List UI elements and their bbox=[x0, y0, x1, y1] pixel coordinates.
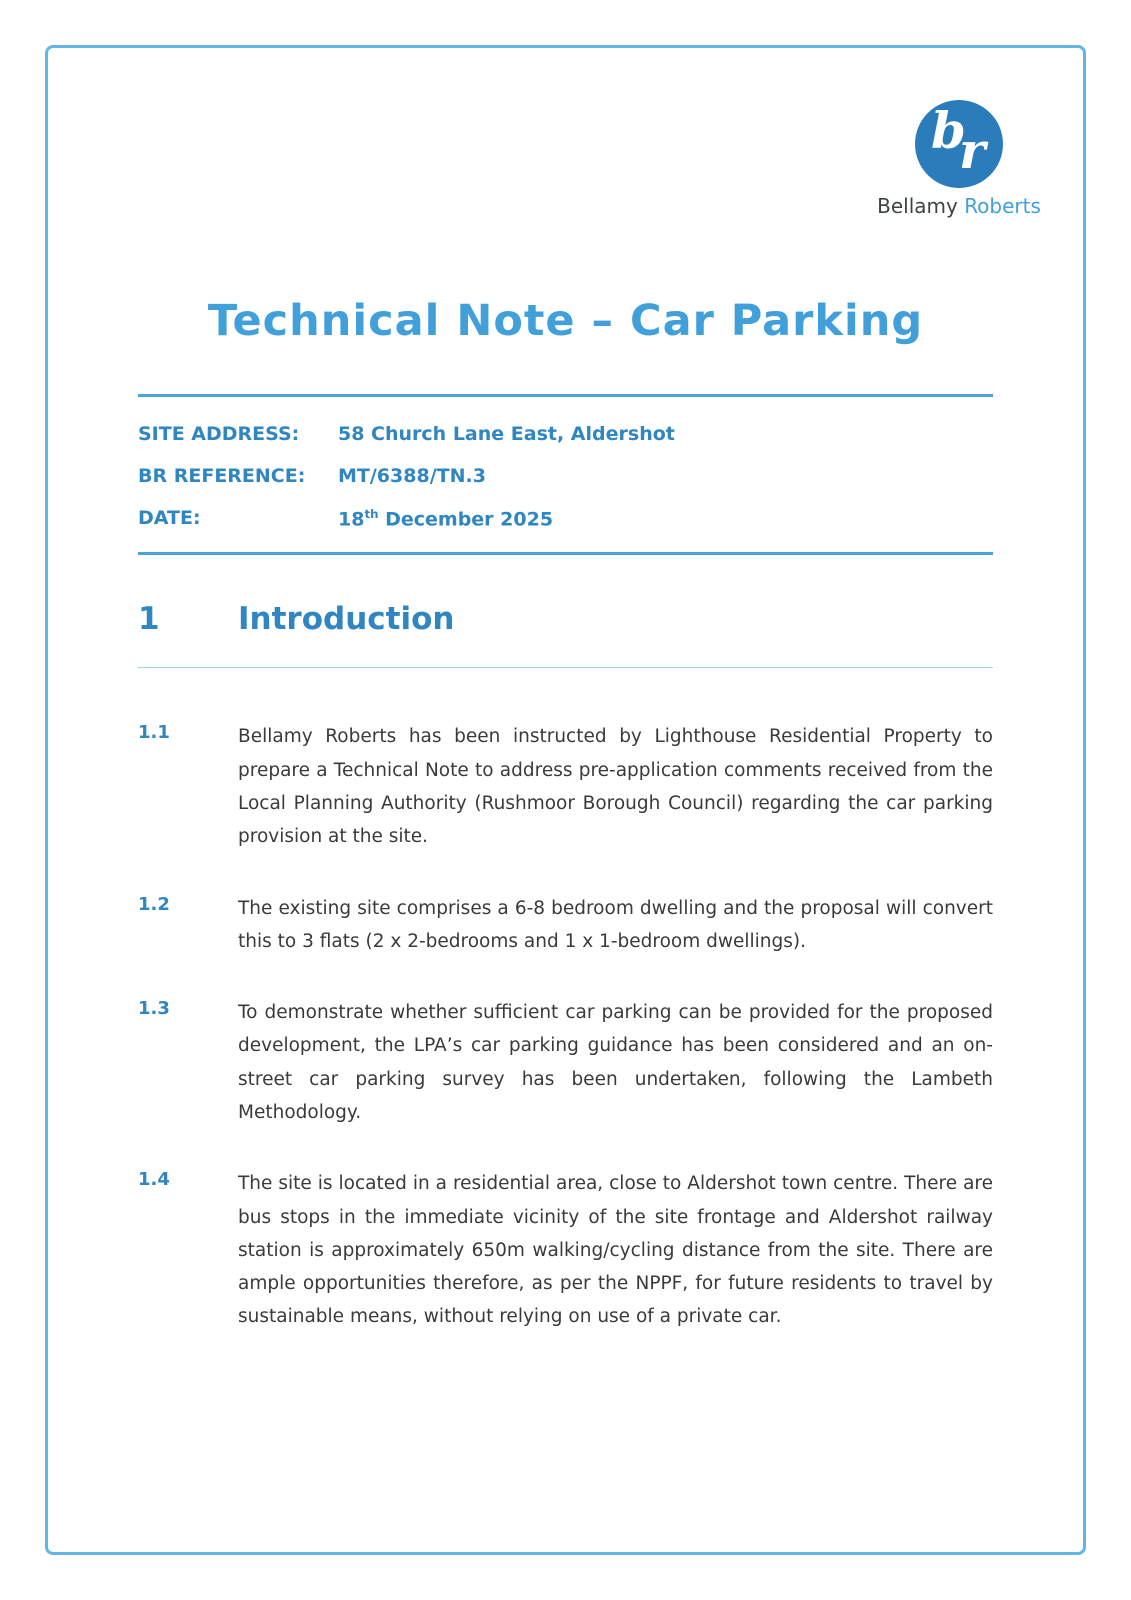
company-name bbox=[877, 194, 1041, 218]
meta-value: 58 Church Lane East, Aldershot bbox=[338, 423, 675, 445]
meta-row-site-address bbox=[138, 423, 993, 445]
paragraph-text: The site is located in a residential area, close to Aldershot town centre. There are bus stops in the immediate vicinity of the site frontage and Aldershot railway station is approximately 650m walking/cycling distance from the site. There are ample opportunities therefore, as per the NPPF, for future residents to travel by sustainable means, without relying on use of a private car. bbox=[238, 1173, 993, 1328]
document-title: Technical Note – Car Parking bbox=[207, 296, 924, 346]
divider-section bbox=[138, 667, 993, 668]
company-logo bbox=[877, 100, 1041, 218]
meta-label: BR REFERENCE: bbox=[138, 465, 306, 487]
paragraph bbox=[138, 892, 993, 959]
br-monogram-icon bbox=[915, 100, 1003, 188]
meta-label: DATE: bbox=[138, 507, 201, 529]
meta-label: SITE ADDRESS: bbox=[138, 423, 300, 445]
paragraph-text: To demonstrate whether sufficient car parking can be provided for the proposed development, the LPA’s car parking guidance has been considered and an on-street car parking survey has been undertaken, following the Lambeth Methodology. bbox=[238, 1002, 993, 1123]
paragraph-text: Bellamy Roberts has been instructed by Lighthouse Residential Property to prepare a Technical Note to address pre-application comments received from the Local Planning Authority (Rushmoor Borough Council) regarding the car parking provision at the site. bbox=[238, 726, 993, 848]
paragraph-text: The existing site comprises a 6-8 bedroom dwelling and the proposal will convert this to 3 flats (2 x 2-bedrooms and 1 x 1-bedroom dwellings). bbox=[238, 897, 993, 952]
section-number: 1 bbox=[138, 601, 160, 638]
logo-letter-r: r bbox=[959, 121, 986, 180]
paragraph bbox=[138, 720, 993, 853]
document-page bbox=[45, 45, 1086, 1555]
meta-value: MT/6388/TN.3 bbox=[338, 465, 486, 487]
company-name-second: Roberts bbox=[964, 194, 1041, 218]
divider-top bbox=[138, 394, 993, 397]
paragraph-number: 1.4 bbox=[138, 1169, 170, 1191]
section-title: Introduction bbox=[238, 601, 455, 638]
document-meta bbox=[138, 423, 993, 530]
paragraph bbox=[138, 996, 993, 1129]
date-day: 18 bbox=[338, 508, 365, 531]
meta-row-br-reference bbox=[138, 465, 993, 487]
meta-row-date bbox=[138, 507, 993, 530]
meta-value-date bbox=[338, 507, 553, 530]
paragraph-number: 1.3 bbox=[138, 998, 170, 1020]
date-ordinal: th bbox=[364, 507, 379, 521]
section-heading bbox=[138, 601, 993, 637]
paragraph-number: 1.2 bbox=[138, 893, 170, 915]
date-rest: December 2025 bbox=[378, 508, 554, 531]
logo-letter-b: b bbox=[931, 101, 966, 160]
paragraph bbox=[138, 1167, 993, 1333]
divider-meta-bottom bbox=[138, 552, 993, 555]
paragraph-list bbox=[138, 720, 993, 1333]
company-name-first: Bellamy bbox=[877, 194, 958, 218]
paragraph-number: 1.1 bbox=[138, 722, 170, 744]
